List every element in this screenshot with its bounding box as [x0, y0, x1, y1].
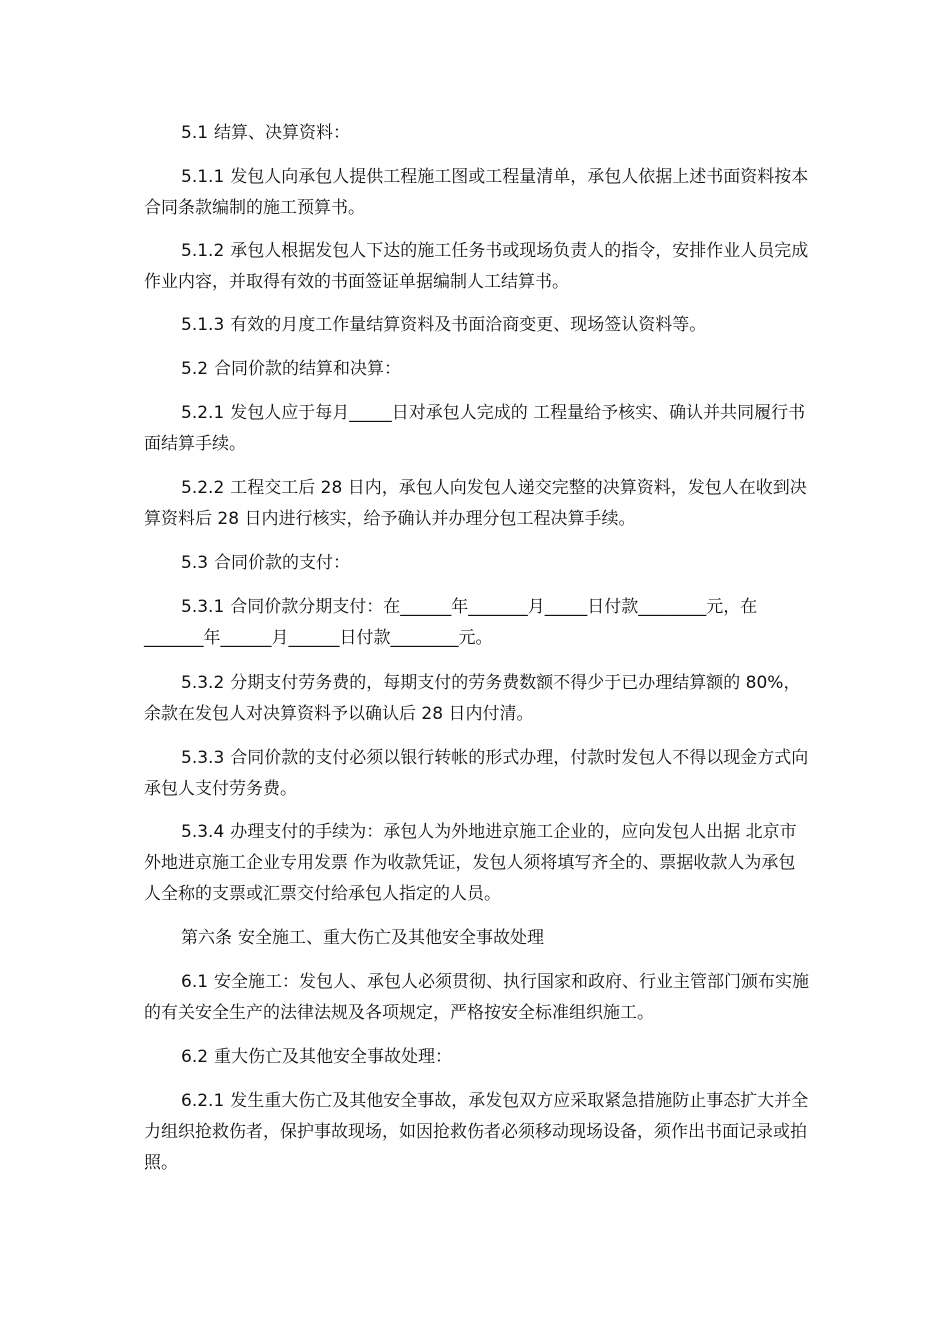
clause-5-3-1	[144, 592, 812, 654]
clause-5-1-1	[144, 162, 812, 224]
clause-text: 有效的月度工作量结算资料及书面洽商变更、现场签认资料等。	[230, 315, 707, 335]
clause-text: 承包人根据发包人下达的施工任务书或现场负责人的指令，安排作业人员完成作业内容，并取得有效的书面签证单据编制人工结算书。	[144, 241, 809, 292]
clause-text: 重大伤亡及其他安全事故处理：	[214, 1047, 453, 1067]
clause-5-2-2	[144, 473, 812, 535]
clause-number: 6.2	[181, 1047, 209, 1067]
clause-number: 5.1	[181, 123, 209, 143]
clause-5-1-3	[144, 310, 812, 341]
clause-text: 结算、决算资料：	[214, 123, 351, 143]
clause-text: 工程交工后 28 日内，承包人向发包人递交完整的决算资料，发包人在收到决算资料后 28 日内进行核实，给予确认并办理分包工程决算手续。	[144, 478, 807, 529]
clause-5-3-2	[144, 668, 812, 730]
clause-5-3-3	[144, 743, 812, 805]
clause-text: 发包人应于每月_____日对承包人完成的 工程量给予核实、确认并共同履行书面结算手续。	[144, 403, 806, 454]
clause-number: 5.2.2	[181, 478, 225, 498]
clause-text: 合同价款的支付必须以银行转帐的形式办理，付款时发包人不得以现金方式向承包人支付劳务费。	[144, 748, 809, 799]
clause-text: 分期支付劳务费的，每期支付的劳务费数额不得少于已办理结算额的 80%，余款在发包人对决算资料予以确认后 28 日内付清。	[144, 673, 801, 724]
clause-6-2	[144, 1042, 812, 1073]
clause-number: 5.3.4	[181, 822, 225, 842]
clause-number: 5.3.3	[181, 748, 225, 768]
clause-text: 合同价款分期支付：在______年_______月_____日付款________元，在_______年______月______日付款________元。	[144, 597, 758, 648]
article-number: 第六条	[181, 928, 232, 948]
clause-number: 5.1.3	[181, 315, 225, 335]
clause-text: 合同价款的支付：	[214, 553, 351, 573]
clause-number: 5.1.1	[181, 167, 225, 187]
clause-number: 6.2.1	[181, 1091, 225, 1111]
clause-number: 5.2	[181, 359, 209, 379]
clause-5-1	[144, 118, 812, 149]
clause-5-3	[144, 548, 812, 579]
article-title: 安全施工、重大伤亡及其他安全事故处理	[238, 928, 544, 948]
clause-6-2-1	[144, 1086, 812, 1179]
clause-text: 发生重大伤亡及其他安全事故，承发包双方应采取紧急措施防止事态扩大并全力组织抢救伤者，保护事故现场，如因抢救伤者必须移动现场设备，须作出书面记录或拍照。	[144, 1091, 809, 1173]
clause-number: 5.3.1	[181, 597, 225, 617]
clause-5-3-4	[144, 817, 812, 910]
clause-number: 5.3.2	[181, 673, 225, 693]
clause-text: 安全施工：发包人、承包人必须贯彻、执行国家和政府、行业主管部门颁布实施的有关安全生产的法律法规及各项规定，严格按安全标准组织施工。	[144, 972, 810, 1023]
clause-5-2	[144, 354, 812, 385]
clause-number: 6.1	[181, 972, 209, 992]
clause-number: 5.2.1	[181, 403, 225, 423]
clause-text: 办理支付的手续为：承包人为外地进京施工企业的，应向发包人出据 北京市外地进京施工企业专用发票 作为收款凭证，发包人须将填写齐全的、票据收款人为承包人全称的支票或汇票交付给承包人指定的人员。	[144, 822, 797, 904]
clause-text: 合同价款的结算和决算：	[214, 359, 402, 379]
article-6-heading	[144, 923, 812, 954]
clause-number: 5.1.2	[181, 241, 225, 261]
clause-text: 发包人向承包人提供工程施工图或工程量清单，承包人依据上述书面资料按本合同条款编制的施工预算书。	[144, 167, 809, 218]
clause-5-1-2	[144, 236, 812, 298]
clause-number: 5.3	[181, 553, 209, 573]
clause-6-1	[144, 967, 812, 1029]
clause-5-2-1	[144, 398, 812, 460]
